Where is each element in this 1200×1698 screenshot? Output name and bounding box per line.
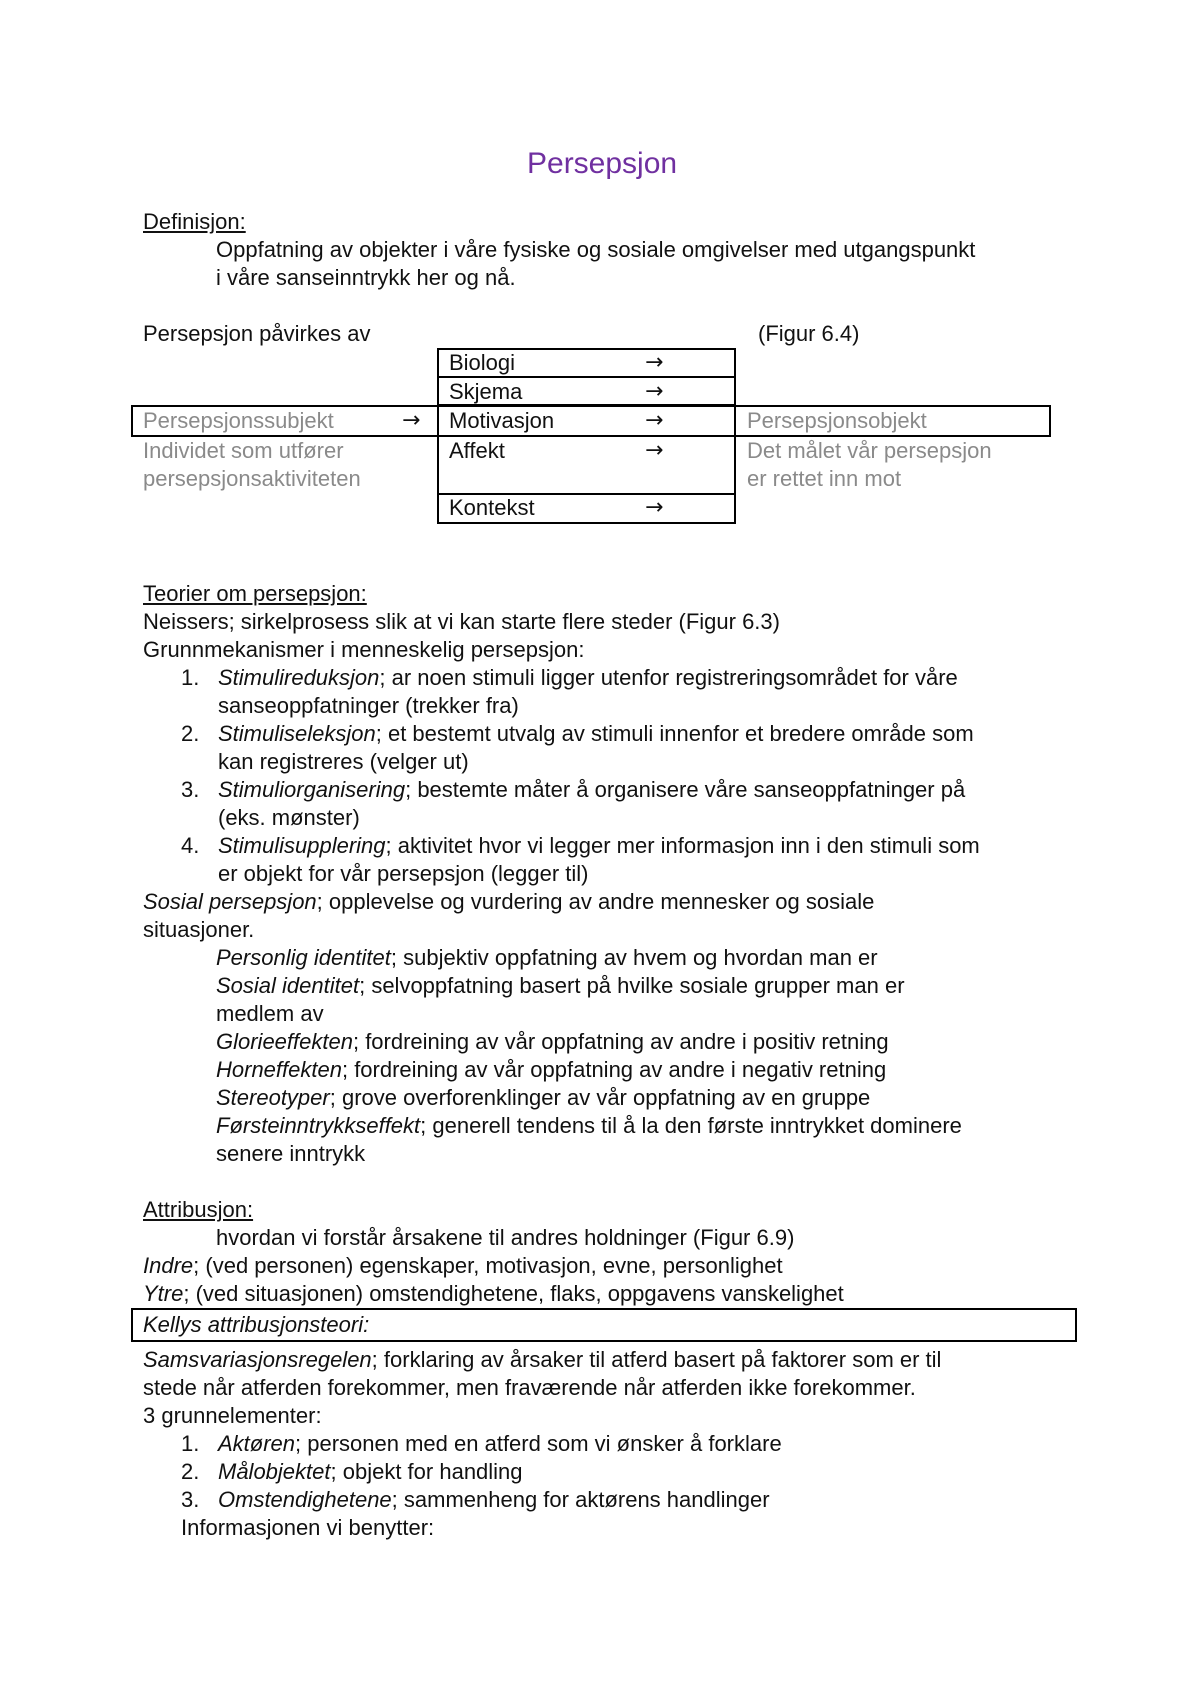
social-item (216, 1056, 886, 1084)
arrow-right-icon: → (645, 495, 664, 520)
social-perception (143, 888, 874, 916)
factor-affekt: Affekt (449, 438, 505, 463)
arrow-right-icon: → (645, 438, 664, 463)
arrow-right-icon: → (645, 350, 664, 375)
social-item-continuation: medlem av (216, 1001, 324, 1026)
page-title: Persepsjon (527, 147, 678, 180)
kelly-heading: Kellys attribusjonsteori: (143, 1312, 370, 1337)
term: Sosial identitet (216, 973, 360, 998)
term: Glorieeffekten (216, 1029, 353, 1054)
definition-text: ; et bestemt utvalg av stimuli innenfor et bredere område som (375, 721, 974, 746)
definition-text: ; (ved personen) egenskaper, motivasjon, evne, personlighet (193, 1253, 783, 1278)
list-number: 2. (181, 721, 200, 746)
definition-text: ; fordreining av vår oppfatning av andre i negativ retning (341, 1057, 887, 1082)
object-description-2: er rettet inn mot (747, 466, 902, 491)
attribution-heading: Attribusjon: (143, 1197, 254, 1222)
definition-line-2: i våre sanseinntrykk her og nå. (216, 265, 516, 290)
covariation-rule (143, 1346, 941, 1374)
arrow-right-icon: → (402, 408, 421, 433)
list-item (218, 664, 958, 692)
term: Stimuliorganisering (218, 777, 406, 802)
definition-text: ; generell tendens til å la den første inntrykket dominere (420, 1113, 962, 1138)
inner-attribution (143, 1252, 783, 1280)
list-number: 3. (181, 1487, 200, 1512)
definition-text: ; bestemte måter å organisere våre sanseoppfatninger på (405, 777, 966, 802)
object-description-1: Det målet vår persepsjon (747, 438, 992, 463)
term: Samsvariasjonsregelen (143, 1347, 372, 1372)
term: Ytre (143, 1281, 184, 1306)
mechanisms-intro: Grunnmekanismer i menneskelig persepsjon: (143, 637, 585, 662)
definition-text: ; fordreining av vår oppfatning av andre i positiv retning (352, 1029, 889, 1054)
definition-text: ; opplevelse og vurdering av andre mennesker og sosiale (316, 889, 875, 914)
list-item-continuation: kan registreres (velger ut) (218, 749, 469, 774)
definition-text: ; subjektiv oppfatning av hvem og hvordan man er (390, 945, 878, 970)
term: Stimulisupplering (218, 833, 386, 858)
term: Sosial persepsjon (143, 889, 317, 914)
theories-heading: Teorier om persepsjon: (143, 581, 367, 606)
definition-text: ; objekt for handling (330, 1459, 523, 1484)
definition-text: ; forklaring av årsaker til atferd basert på faktorer som er til (371, 1347, 942, 1372)
arrow-right-icon: → (645, 408, 664, 433)
factor-motivasjon: Motivasjon (449, 408, 555, 433)
term: Stimulireduksjon (218, 665, 380, 690)
definition-text: ; sammenheng for aktørens handlinger (391, 1487, 770, 1512)
term: Personlig identitet (216, 945, 391, 970)
definition-text: ; (ved situasjonen) omstendighetene, flaks, oppgavens vanskelighet (183, 1281, 844, 1306)
definition-text: ; ar noen stimuli ligger utenfor registreringsområdet for våre (379, 665, 958, 690)
list-item (218, 1486, 770, 1514)
social-item-continuation: senere inntrykk (216, 1141, 366, 1166)
covariation-continuation: stede når atferden forekommer, men fraværende når atferden ikke forekommer. (143, 1375, 916, 1400)
list-item (218, 776, 965, 804)
definition-text: ; grove overforenklinger av vår oppfatning av en gruppe (329, 1085, 871, 1110)
attribution-definition: hvordan vi forstår årsakene til andres holdninger (Figur 6.9) (216, 1225, 795, 1250)
outer-attribution (143, 1280, 844, 1308)
term: Omstendighetene (218, 1487, 392, 1512)
definition-line-1: Oppfatning av objekter i våre fysiske og sosiale omgivelser med utgangspunkt (216, 237, 976, 262)
definition-text: ; aktivitet hvor vi legger mer informasjon inn i den stimuli som (385, 833, 980, 858)
term: Horneffekten (216, 1057, 342, 1082)
definition-text: ; personen med en atferd som vi ønsker å forklare (295, 1431, 782, 1456)
list-number: 3. (181, 777, 200, 802)
factor-skjema: Skjema (449, 379, 523, 404)
social-item (216, 1112, 962, 1140)
object-label: Persepsjonsobjekt (747, 408, 927, 433)
list-item (218, 720, 974, 748)
term: Førsteinntrykkseffekt (216, 1113, 421, 1138)
social-item (216, 944, 878, 972)
information-intro: Informasjonen vi benytter: (181, 1515, 435, 1540)
social-perception-continuation: situasjoner. (143, 917, 255, 942)
list-item-continuation: er objekt for vår persepsjon (legger til) (218, 861, 589, 886)
factor-kontekst: Kontekst (449, 495, 535, 520)
list-number: 1. (181, 665, 200, 690)
list-number: 4. (181, 833, 200, 858)
list-item (218, 1430, 782, 1458)
influence-label: Persepsjon påvirkes av (143, 321, 371, 346)
figure-reference: (Figur 6.4) (758, 321, 860, 346)
social-item (216, 1028, 889, 1056)
definition-heading: Definisjon: (143, 209, 246, 234)
list-number: 1. (181, 1431, 200, 1456)
elements-intro: 3 grunnelementer: (143, 1403, 322, 1428)
definition-text: ; selvoppfatning basert på hvilke sosiale grupper man er (359, 973, 905, 998)
social-item (216, 972, 905, 1000)
subject-description-1: Individet som utfører (143, 438, 344, 463)
subject-label: Persepsjonssubjekt (143, 408, 334, 433)
list-item (218, 1458, 523, 1486)
term: Stereotyper (216, 1085, 330, 1110)
list-item-continuation: (eks. mønster) (218, 805, 360, 830)
social-item (216, 1084, 870, 1112)
list-number: 2. (181, 1459, 200, 1484)
list-item-continuation: sanseoppfatninger (trekker fra) (218, 693, 519, 718)
term: Aktøren (218, 1431, 296, 1456)
neisser-text: Neissers; sirkelprosess slik at vi kan starte flere steder (Figur 6.3) (143, 609, 780, 634)
term: Stimuliseleksjon (218, 721, 376, 746)
term: Målobjektet (218, 1459, 331, 1484)
subject-description-2: persepsjonsaktiviteten (143, 466, 361, 491)
arrow-right-icon: → (645, 379, 664, 404)
term: Indre (143, 1253, 194, 1278)
factor-biologi: Biologi (449, 350, 516, 375)
list-item (218, 832, 980, 860)
